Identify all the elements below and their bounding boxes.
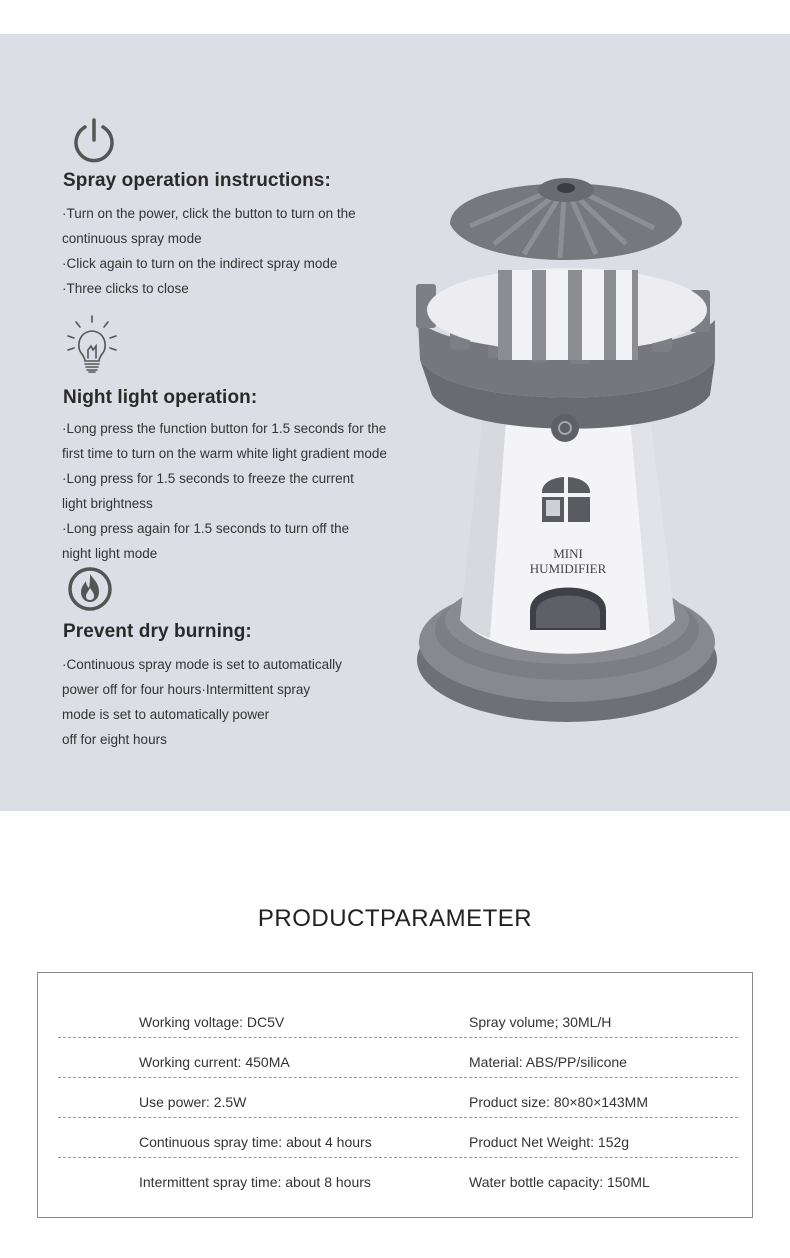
param-left: Intermittent spray time: about 8 hours <box>139 1174 371 1190</box>
night-line: ·Long press again for 1.5 seconds to turn off the <box>62 521 350 536</box>
dry-line: power off for four hours·Intermittent spray <box>62 682 311 697</box>
row-divider <box>58 1157 738 1158</box>
night-line: first time to turn on the warm white light gradient mode <box>62 446 387 461</box>
param-right: Water bottle capacity: 150ML <box>469 1174 650 1190</box>
spray-line: ·Turn on the power, click the button to turn on the <box>62 206 356 221</box>
night-heading: Night light operation: <box>63 387 258 408</box>
table-row <box>38 1133 754 1173</box>
table-row <box>38 1093 754 1133</box>
param-right: Product size: 80×80×143MM <box>469 1094 648 1110</box>
row-divider <box>58 1117 738 1118</box>
product-label-line2: HUMIDIFIER <box>529 561 607 576</box>
param-right: Spray volume; 30ML/H <box>469 1014 612 1030</box>
dry-heading: Prevent dry burning: <box>63 621 252 642</box>
param-left: Use power: 2.5W <box>139 1094 247 1110</box>
param-left: Working current: 450MA <box>139 1054 290 1070</box>
table-row <box>38 1173 754 1213</box>
dry-line: mode is set to automatically power <box>62 707 270 722</box>
dry-line: ·Continuous spray mode is set to automatically <box>62 657 342 672</box>
parameter-title: PRODUCTPARAMETER <box>257 905 533 932</box>
night-line: ·Long press the function button for 1.5 seconds for the <box>62 421 387 436</box>
product-label-line1: MINI <box>553 546 583 561</box>
dry-line: off for eight hours <box>62 732 167 747</box>
spray-line: continuous spray mode <box>62 231 202 246</box>
table-row <box>38 1013 754 1053</box>
spray-line: ·Click again to turn on the indirect spray mode <box>62 256 338 271</box>
spray-heading: Spray operation instructions: <box>63 170 331 191</box>
lighthouse-humidifier-image <box>410 160 730 740</box>
power-icon <box>70 118 118 164</box>
param-right: Material: ABS/PP/silicone <box>469 1054 627 1070</box>
spray-line: ·Three clicks to close <box>62 281 189 296</box>
night-line: ·Long press for 1.5 seconds to freeze the current <box>62 471 354 486</box>
table-row <box>38 1053 754 1093</box>
night-line: night light mode <box>62 546 158 561</box>
flame-icon <box>66 566 114 612</box>
param-left: Continuous spray time: about 4 hours <box>139 1134 372 1150</box>
param-right: Product Net Weight: 152g <box>469 1134 630 1150</box>
parameter-table <box>37 972 753 1218</box>
row-divider <box>58 1037 738 1038</box>
night-line: light brightness <box>62 496 153 511</box>
param-left: Working voltage: DC5V <box>139 1014 285 1030</box>
row-divider <box>58 1077 738 1078</box>
light-bulb-icon <box>64 314 120 376</box>
